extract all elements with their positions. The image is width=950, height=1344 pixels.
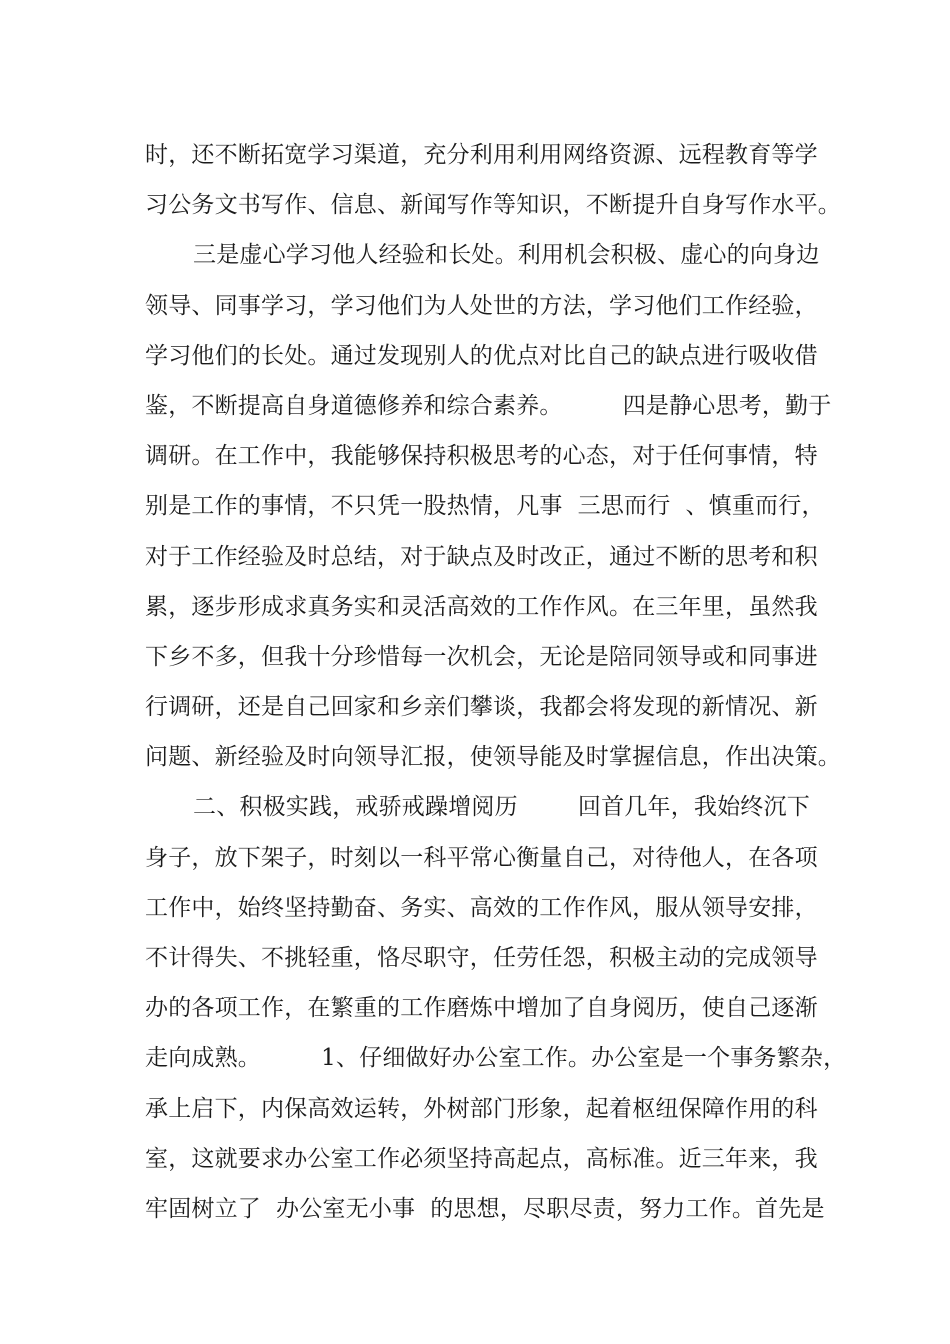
text-line: 办的各项工作，在繁重的工作磨炼中增加了自身阅历，使自己逐渐 [145,995,818,1022]
text-line: 对于工作经验及时总结，对于缺点及时改正，通过不断的思考和积 [145,543,818,570]
text-line: 工作中，始终坚持勤奋、务实、高效的工作作风，服从领导安排， [145,894,818,921]
text-line: 别是工作的事情，不只凭一股热情，凡事 三思而行 、慎重而行， [145,493,825,520]
text-line: 牢固树立了 办公室无小事 的思想，尽职尽责，努力工作。首先是 [145,1195,825,1222]
text-line: 习公务文书写作、信息、新闻写作等知识，不断提升自身写作水平。 [145,192,841,219]
text-line: 二、积极实践，戒骄戒躁增阅历 回首几年，我始终沉下 [193,794,810,821]
text-line: 三是虚心学习他人经验和长处。利用机会积极、虚心的向身边 [193,242,820,269]
text-line: 时，还不断拓宽学习渠道，充分利用利用网络资源、远程教育等学 [145,142,818,168]
text-line: 室，这就要求办公室工作必须坚持高起点，高标准。近三年来，我 [145,1145,818,1172]
text-line: 下乡不多，但我十分珍惜每一次机会，无论是陪同领导或和同事进 [145,643,818,670]
text-line: 学习他们的长处。通过发现别人的优点对比自己的缺点进行吸收借 [145,342,818,369]
text-line: 累，逐步形成求真务实和灵活高效的工作作风。在三年里，虽然我 [145,593,818,620]
text-line: 身子，放下架子，时刻以一科平常心衡量自己，对待他人，在各项 [145,844,818,871]
text-line: 领导、同事学习，学习他们为人处世的方法，学习他们工作经验， [145,292,818,319]
text-line: 走向成熟。 1、仔细做好办公室工作。办公室是一个事务繁杂， [145,1045,847,1072]
text-line: 不计得失、不挑轻重，恪尽职守，任劳任怨，积极主动的完成领导 [145,945,818,971]
text-line: 调研。在工作中，我能够保持积极思考的心态，对于任何事情，特 [145,443,818,470]
text-line: 行调研，还是自己回家和乡亲们攀谈，我都会将发现的新情况、新 [145,694,818,721]
text-line: 问题、新经验及时向领导汇报，使领导能及时掌握信息，作出决策。 [145,744,841,771]
text-line: 鉴，不断提高自身道德修养和综合素养。 四是静心思考，勤于 [145,392,832,419]
text-line: 承上启下，内保高效运转，外树部门形象，起着枢纽保障作用的科 [145,1095,818,1122]
body-text [145,130,847,1234]
